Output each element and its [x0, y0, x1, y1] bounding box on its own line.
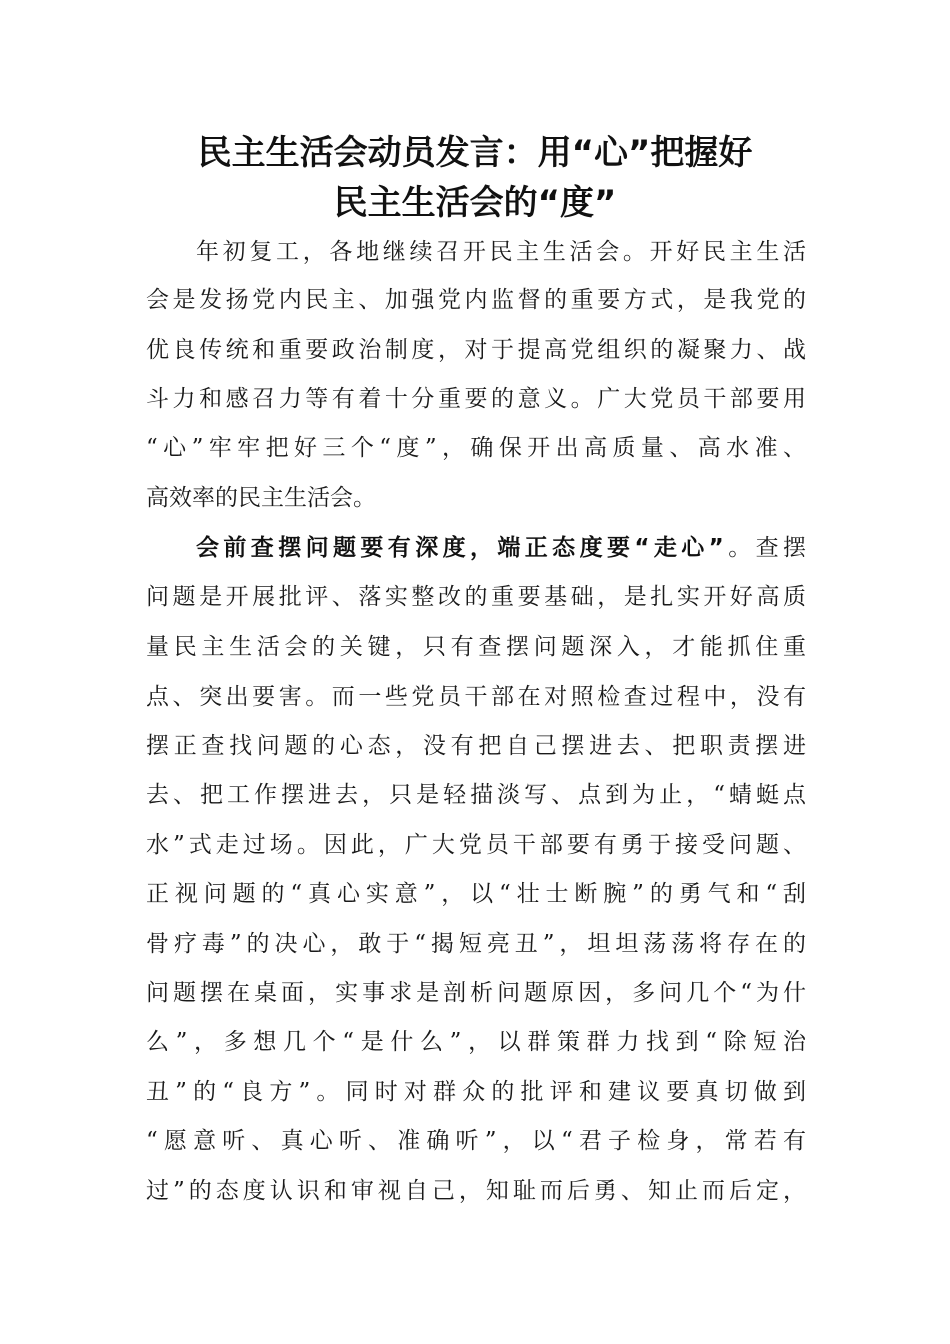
paragraph-1-line: 斗力和感召力等有着十分重要的意义。广大党员干部要用 [146, 386, 806, 412]
paragraph-2-line: 正视问题的“真心实意”，以“壮士断腕”的勇气和“刮 [146, 881, 806, 907]
paragraph-2-line: 点、突出要害。而一些党员干部在对照检查过程中，没有 [146, 684, 806, 710]
paragraph-2-lead-rest: 。查摆 [723, 535, 807, 561]
paragraph-2-line: 问题摆在桌面，实事求是剖析问题原因，多问几个“为什 [146, 980, 806, 1006]
paragraph-2-line: “愿意听、真心听、准确听”，以“君子检身，常若有 [146, 1128, 806, 1154]
paragraph-1-line: 会是发扬党内民主、加强党内监督的重要方式，是我党的 [146, 287, 806, 313]
paragraph-2-line: 摆正查找问题的心态，没有把自己摆进去、把职责摆进 [146, 733, 806, 759]
paragraph-1-line: 优良传统和重要政治制度，对于提高党组织的凝聚力、战 [146, 337, 806, 363]
paragraph-2-line: 问题是开展批评、落实整改的重要基础，是扎实开好高质 [146, 584, 806, 610]
paragraph-2-line: 水”式走过场。因此，广大党员干部要有勇于接受问题、 [146, 832, 806, 858]
paragraph-1-line: 高效率的民主生活会。 [146, 485, 376, 511]
paragraph-2-line: 么”，多想几个“是什么”，以群策群力找到“除短治 [146, 1029, 806, 1055]
paragraph-2-line: 去、把工作摆进去，只是轻描淡写、点到为止，“蜻蜓点 [146, 782, 806, 808]
paragraph-1-line: “心”牢牢把好三个“度”，确保开出高质量、高水准、 [146, 435, 806, 461]
paragraph-2-line: 过”的态度认识和审视自己，知耻而后勇、知止而后定， [146, 1178, 806, 1204]
paragraph-1-line: 年初复工，各地继续召开民主生活会。开好民主生活 [196, 239, 806, 265]
document-title-line-2: 民主生活会的“度” [333, 183, 617, 223]
document-title-line-1: 民主生活会动员发言：用“心”把握好 [197, 133, 753, 173]
paragraph-2-lead-heading: 会前查摆问题要有深度，端正态度要“走心” [196, 535, 724, 561]
paragraph-2-line: 量民主生活会的关键，只有查摆问题深入，才能抓住重 [146, 634, 806, 660]
paragraph-2-first-line [196, 537, 806, 560]
paragraph-2-line: 骨疗毒”的决心，敢于“揭短亮丑”，坦坦荡荡将存在的 [146, 931, 806, 957]
paragraph-2-line: 丑”的“良方”。同时对群众的批评和建议要真切做到 [146, 1079, 806, 1105]
